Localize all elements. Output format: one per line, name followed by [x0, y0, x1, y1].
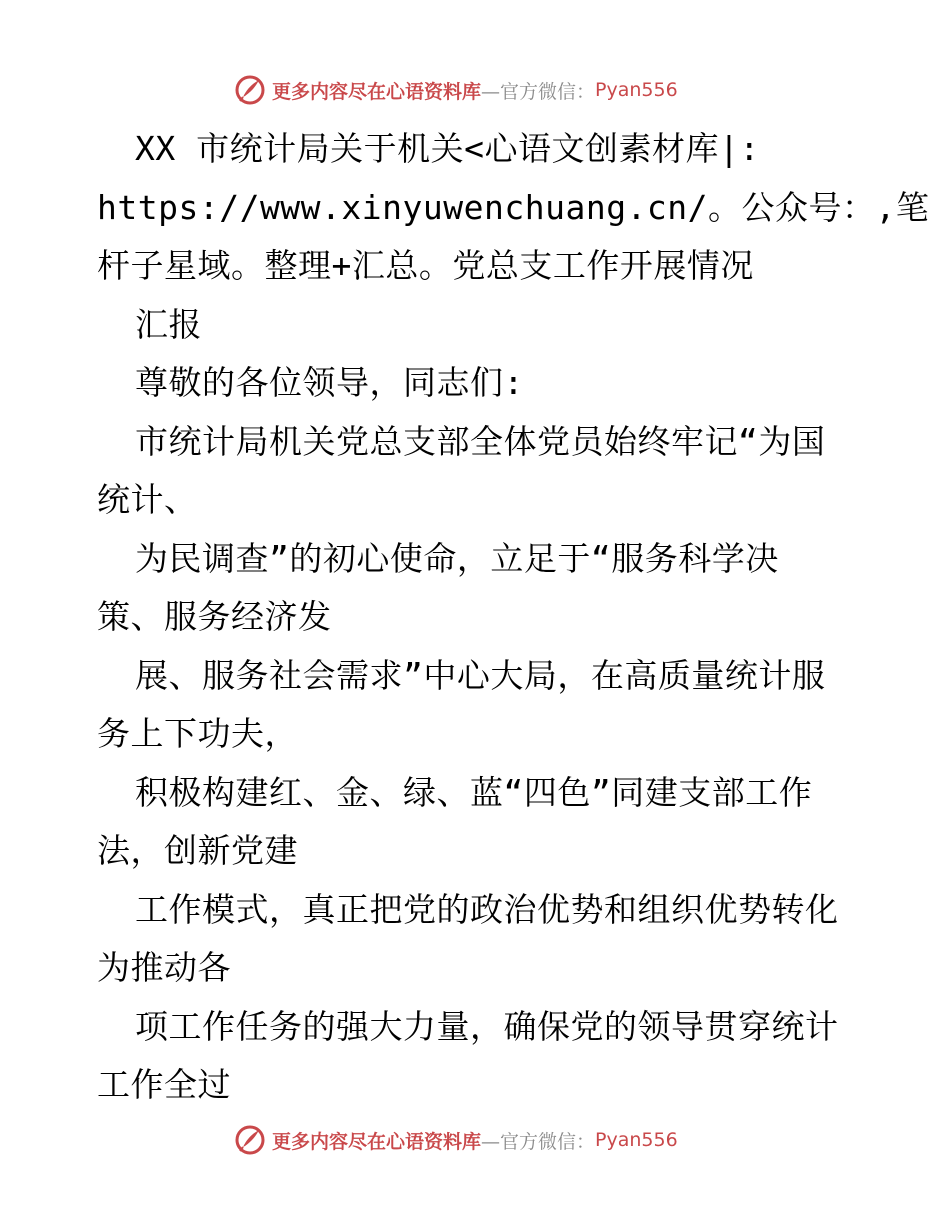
- banner-main-text: 更多内容尽在心语资料库: [272, 80, 482, 103]
- text-line: 汇报: [135, 304, 202, 344]
- text-line: 为推动各: [97, 948, 231, 987]
- text-line: 项工作任务的强大力量，确保党的领导贯穿统计: [135, 1006, 839, 1046]
- text-line: 杆子星域。整理+汇总。党总支工作开展情况: [97, 246, 754, 285]
- text-line: 工作全过: [97, 1065, 231, 1104]
- text-line: 积极构建红、金、绿、蓝“四色”同建支部工作: [135, 772, 813, 812]
- banner-main-text: 更多内容尽在心语资料库: [272, 1130, 482, 1153]
- quill-circle-logo-icon: [234, 74, 266, 106]
- footer-watermark-banner: [234, 1120, 754, 1160]
- banner-wechat-id: Pyan556: [595, 79, 678, 101]
- document-body: [97, 120, 930, 1115]
- header-watermark-banner: [234, 70, 754, 110]
- text-line: 法，创新党建: [97, 831, 298, 870]
- text-line: https://www.xinyuwenchuang.cn/。公众号：,笔: [97, 187, 930, 227]
- quill-circle-logo-icon: [234, 1124, 266, 1156]
- banner-wechat-id: Pyan556: [595, 1129, 678, 1151]
- text-line: 统计、: [97, 480, 198, 519]
- text-line: 策、服务经济发: [97, 597, 332, 636]
- banner-sub-text: —官方微信：: [481, 80, 596, 103]
- text-line: 市统计局机关党总支部全体党员始终牢记“为国: [135, 421, 826, 461]
- text-line: 工作模式，真正把党的政治优势和组织优势转化: [135, 889, 839, 929]
- text-line: 展、服务社会需求”中心大局，在高质量统计服: [135, 655, 826, 695]
- text-line: XX 市统计局关于机关<心语文创素材库|:: [135, 129, 760, 168]
- text-line: 为民调查”的初心使命，立足于“服务科学决: [135, 538, 779, 578]
- text-line: 尊敬的各位领导，同志们:: [135, 363, 524, 402]
- text-line: 务上下功夫，: [97, 714, 298, 753]
- banner-sub-text: —官方微信：: [481, 1130, 596, 1153]
